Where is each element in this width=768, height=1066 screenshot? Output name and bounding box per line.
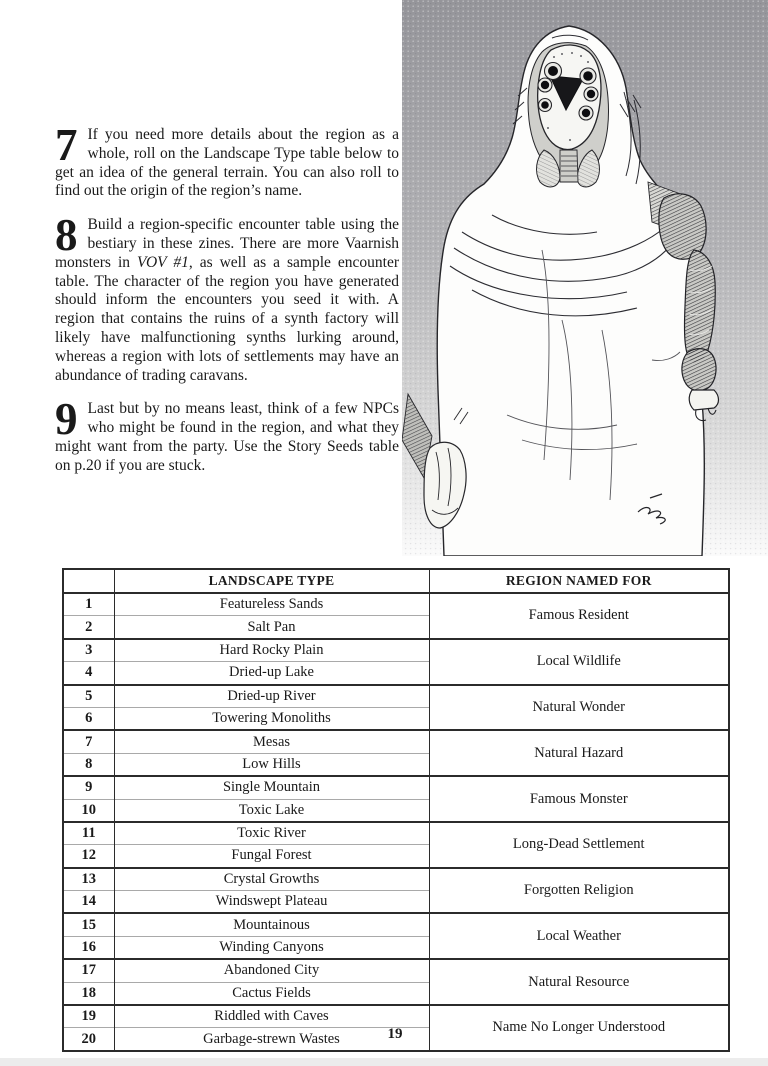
landscape-cell: Towering Monoliths [114, 707, 429, 730]
region-cell: Natural Wonder [429, 685, 729, 731]
region-cell: Forgotten Religion [429, 868, 729, 914]
region-cell: Famous Monster [429, 776, 729, 822]
landscape-cell: Crystal Growths [114, 868, 429, 891]
landscape-cell: Winding Canyons [114, 936, 429, 959]
landscape-cell: Riddled with Caves [114, 1005, 429, 1028]
roll-number-cell: 20 [63, 1028, 114, 1051]
roll-number-cell: 19 [63, 1005, 114, 1028]
table-row [63, 593, 729, 616]
roll-number-cell: 2 [63, 616, 114, 639]
landscape-cell: Salt Pan [114, 616, 429, 639]
table-row [63, 913, 729, 936]
roll-number-cell: 18 [63, 982, 114, 1005]
roll-number-cell: 1 [63, 593, 114, 616]
step-8-dropcap: 8 [55, 210, 78, 261]
region-cell: Famous Resident [429, 593, 729, 639]
bottom-edge-strip [0, 1058, 768, 1066]
step-7-dropcap: 7 [55, 120, 78, 170]
roll-number-cell: 16 [63, 936, 114, 959]
roll-number-cell: 7 [63, 730, 114, 753]
region-named-for-header: REGION NAMED FOR [429, 569, 729, 593]
table-row [63, 868, 729, 891]
landscape-cell: Cactus Fields [114, 982, 429, 1005]
roll-number-cell: 17 [63, 959, 114, 982]
roll-column-header [63, 569, 114, 593]
table-row [63, 822, 729, 845]
region-cell: Natural Resource [429, 959, 729, 1005]
table-row [63, 959, 729, 982]
table-row [63, 1005, 729, 1028]
roll-number-cell: 3 [63, 639, 114, 662]
table-row [63, 730, 729, 753]
landscape-cell: Hard Rocky Plain [114, 639, 429, 662]
step-8-text-before: Build a region-specific encounter table using the bestiary in these zines. There are more Vaarnish monsters in [55, 216, 399, 271]
step-9-paragraph [55, 394, 399, 475]
landscape-type-header: LANDSCAPE TYPE [114, 569, 429, 593]
step-9-text: Last but by no means least, think of a few NPCs who might be found in the region, and what they might want from the party. Use the Story Seeds table on p.20 if you are stuck. [55, 400, 399, 474]
hooded-figure-illustration [402, 0, 768, 556]
landscape-cell: Garbage-strewn Wastes [114, 1028, 429, 1051]
step-8-text-after: , as well as a sample encounter table. The character of the region you have generated should inform the encounters you seed it with. A region that contains the ruins of a synth factory will likely have malfunctioning synths lurking around, whereas a region with lots of settlements may have an abundance of trading caravans. [55, 253, 399, 384]
roll-number-cell: 6 [63, 707, 114, 730]
roll-number-cell: 4 [63, 662, 114, 685]
roll-table [62, 568, 730, 1052]
roll-number-cell: 9 [63, 776, 114, 799]
region-cell: Long-Dead Settlement [429, 822, 729, 868]
step-8-zine-reference: VOV #1 [136, 253, 189, 271]
landscape-cell: Windswept Plateau [114, 891, 429, 914]
landscape-cell: Mountainous [114, 913, 429, 936]
table-row [63, 639, 729, 662]
roll-number-cell: 12 [63, 845, 114, 868]
roll-number-cell: 11 [63, 822, 114, 845]
roll-number-cell: 10 [63, 799, 114, 822]
step-7-paragraph [55, 120, 399, 201]
roll-number-cell: 14 [63, 891, 114, 914]
body-text-column [55, 120, 399, 491]
region-cell: Local Wildlife [429, 639, 729, 685]
hooded-figure-art [402, 0, 768, 556]
landscape-cell: Abandoned City [114, 959, 429, 982]
region-cell: Name No Longer Understood [429, 1005, 729, 1051]
landscape-region-table [62, 568, 728, 1052]
landscape-cell: Fungal Forest [114, 845, 429, 868]
roll-number-cell: 13 [63, 868, 114, 891]
roll-number-cell: 15 [63, 913, 114, 936]
landscape-cell: Toxic Lake [114, 799, 429, 822]
landscape-cell: Single Mountain [114, 776, 429, 799]
landscape-cell: Toxic River [114, 822, 429, 845]
step-9-dropcap: 9 [55, 394, 78, 445]
table-row [63, 685, 729, 708]
region-cell: Local Weather [429, 913, 729, 959]
landscape-cell: Mesas [114, 730, 429, 753]
roll-number-cell: 8 [63, 753, 114, 776]
step-8-paragraph [55, 210, 399, 385]
landscape-cell: Featureless Sands [114, 593, 429, 616]
landscape-cell: Dried-up River [114, 685, 429, 708]
table-row [63, 776, 729, 799]
page-number: 19 [387, 1026, 403, 1042]
landscape-cell: Low Hills [114, 753, 429, 776]
landscape-cell: Dried-up Lake [114, 662, 429, 685]
step-7-text: If you need more details about the region as a whole, roll on the Landscape Type table below to get an idea of the general terrain. You can also roll to find out the origin of the region’s name. [55, 126, 399, 200]
table-header-row [63, 569, 729, 593]
roll-number-cell: 5 [63, 685, 114, 708]
region-cell: Natural Hazard [429, 730, 729, 776]
